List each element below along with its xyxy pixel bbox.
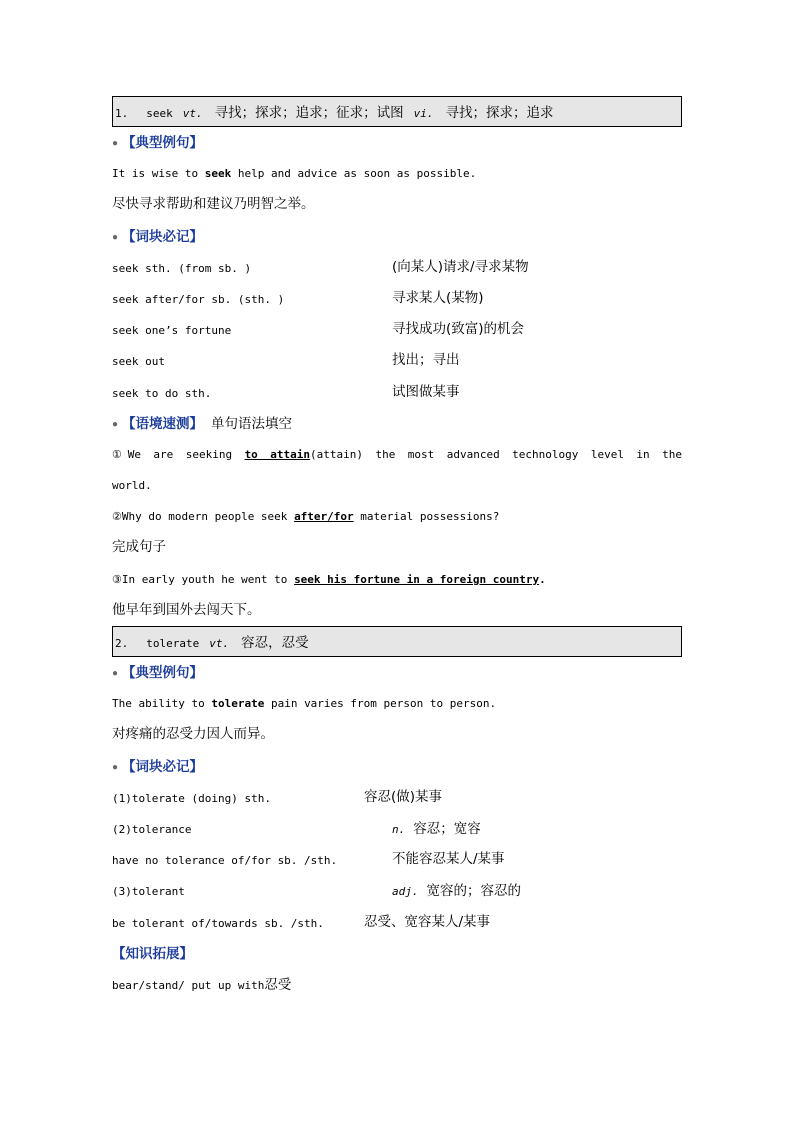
phrase-row: (3)tolerant adj. 宽容的；容忍的 [112, 883, 521, 900]
exercise-3-zh: 他早年到国外去闯天下。 [112, 601, 261, 618]
entry-header-tolerate [112, 626, 682, 657]
section-heading-extension: 【知识拓展】 [112, 945, 193, 962]
exercise-answer: seek his fortune in a foreign country [294, 572, 540, 586]
phrase-row: be tolerant of/towards sb. /sth. 忍受、宽容某人/某事 [112, 913, 491, 930]
bullet-icon: ● [112, 138, 119, 149]
section-heading-test: ● 【语境速测】 单句语法填空 [112, 415, 293, 432]
example-sentence-zh: 尽快寻求帮助和建议乃明智之举。 [112, 196, 315, 213]
bullet-icon: ● [112, 668, 119, 679]
exercise-1: ①We are seeking to attain(attain) the most advanced technology level in the [112, 447, 683, 461]
entry-pos: vt. [209, 637, 230, 650]
bullet-icon: ● [112, 418, 119, 430]
phrase-row: seek after/for sb. (sth. ) 寻求某人(某物) [112, 289, 484, 306]
entry-meaning: 寻找；探求；追求；征求；试图 [214, 105, 404, 121]
extension-line: bear/stand/ put up with忍受 [112, 976, 292, 993]
section-heading-phrases: ● 【词块必记】 [112, 228, 204, 245]
entry-word: seek [146, 107, 173, 120]
entry-number: 1. [115, 107, 129, 120]
example-sentence-zh: 对疼痛的忍受力因人而异。 [112, 726, 274, 743]
phrase-row: have no tolerance of/for sb. /sth. 不能容忍某人/某事 [112, 851, 505, 868]
exercise-3: ③In early youth he went to seek his fortune in a foreign country. [112, 572, 546, 586]
section-heading-phrases: ● 【词块必记】 [112, 758, 204, 775]
complete-sentence-label: 完成句子 [112, 539, 166, 556]
exercise-1-wrap: world. [112, 479, 152, 493]
bullet-icon: ● [112, 761, 119, 773]
example-sentence-en: The ability to tolerate pain varies from person to person. [112, 697, 497, 711]
section-heading-examples: ● 【典型例句】 [112, 665, 204, 681]
phrase-row: seek out 找出；寻出 [112, 352, 460, 369]
entry-meaning: 容忍，忍受 [241, 635, 309, 651]
example-sentence-en: It is wise to seek help and advice as soon as possible. [112, 167, 477, 181]
exercise-answer: after/for [294, 510, 354, 524]
section-heading-examples: ● 【典型例句】 [112, 135, 204, 151]
entry-pos: vt. [182, 107, 203, 120]
phrase-row: seek sth. (from sb. ) (向某人)请求/寻求某物 [112, 258, 529, 275]
bullet-icon: ● [112, 231, 119, 243]
entry-meaning-2: 寻找；探求；追求 [445, 105, 554, 121]
phrase-row: (2)tolerance n. 容忍；宽容 [112, 820, 481, 837]
phrase-row: seek to do sth. 试图做某事 [112, 383, 460, 400]
entry-header-seek [112, 96, 682, 127]
entry-pos-2: vi. [413, 107, 434, 120]
document-page [112, 96, 682, 1000]
exercise-2: ②Why do modern people seek after/for material possessions? [112, 510, 500, 524]
phrase-row: (1)tolerate (doing) sth. 容忍(做)某事 [112, 788, 443, 805]
entry-number: 2. [115, 637, 129, 650]
entry-word: tolerate [146, 637, 200, 650]
exercise-answer: to attain [244, 447, 311, 461]
phrase-row: seek one’s fortune 寻找成功(致富)的机会 [112, 321, 525, 338]
